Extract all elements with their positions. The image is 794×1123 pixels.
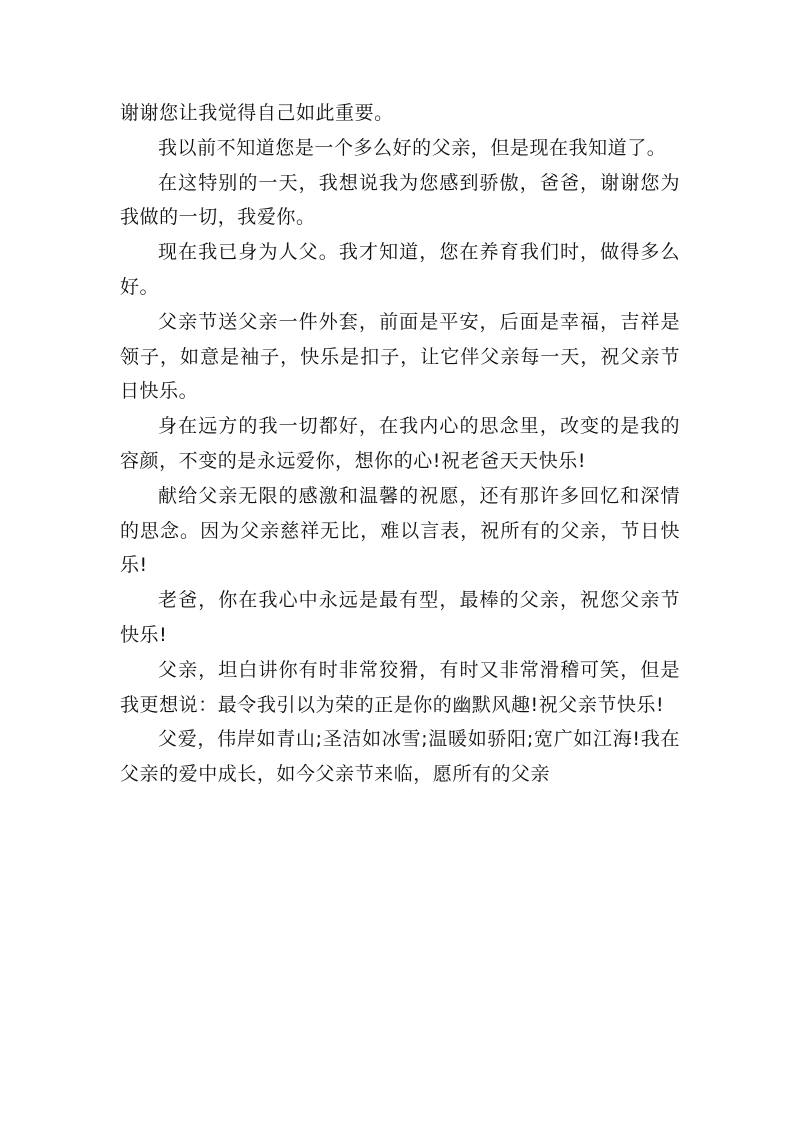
document-body	[120, 96, 680, 792]
paragraph: 我以前不知道您是一个多么好的父亲，但是现在我知道了。	[158, 136, 667, 159]
paragraph: 父亲节送父亲一件外套，前面是平安，后面是幸福，吉祥是领子，如意是袖子，快乐是扣子，让它伴父亲每一天，祝父亲节日快乐。	[120, 310, 680, 403]
paragraph: 身在远方的我一切都好，在我内心的思念里，改变的是我的容颜，不变的是永远爱你，想你的心!祝老爸天天快乐!	[120, 415, 680, 472]
paragraph-continued: 谢谢您让我觉得自己如此重要。	[120, 102, 394, 124]
paragraph: 父亲，坦白讲你有时非常狡猾，有时又非常滑稽可笑，但是我更想说：最令我引以为荣的正是你的幽默风趣!祝父亲节快乐!	[120, 658, 680, 716]
paragraph: 在这特别的一天，我想说我为您感到骄傲，爸爸，谢谢您为我做的一切，我爱你。	[120, 171, 680, 229]
paragraph: 老爸，你在我心中永远是最有型，最棒的父亲，祝您父亲节快乐!	[120, 589, 680, 646]
paragraph: 现在我已身为人父。我才知道，您在养育我们时，做得多么好。	[120, 241, 680, 298]
paragraph-truncated: 父爱，伟岸如青山;圣洁如冰雪;温暖如骄阳;宽广如江海!我在父亲的爱中成长，如今父亲节来临，愿所有的父亲	[120, 728, 680, 786]
paragraph: 献给父亲无限的感激和温馨的祝愿，还有那许多回忆和深情的思念。因为父亲慈祥无比，难以言表，祝所有的父亲，节日快乐!	[120, 484, 680, 577]
